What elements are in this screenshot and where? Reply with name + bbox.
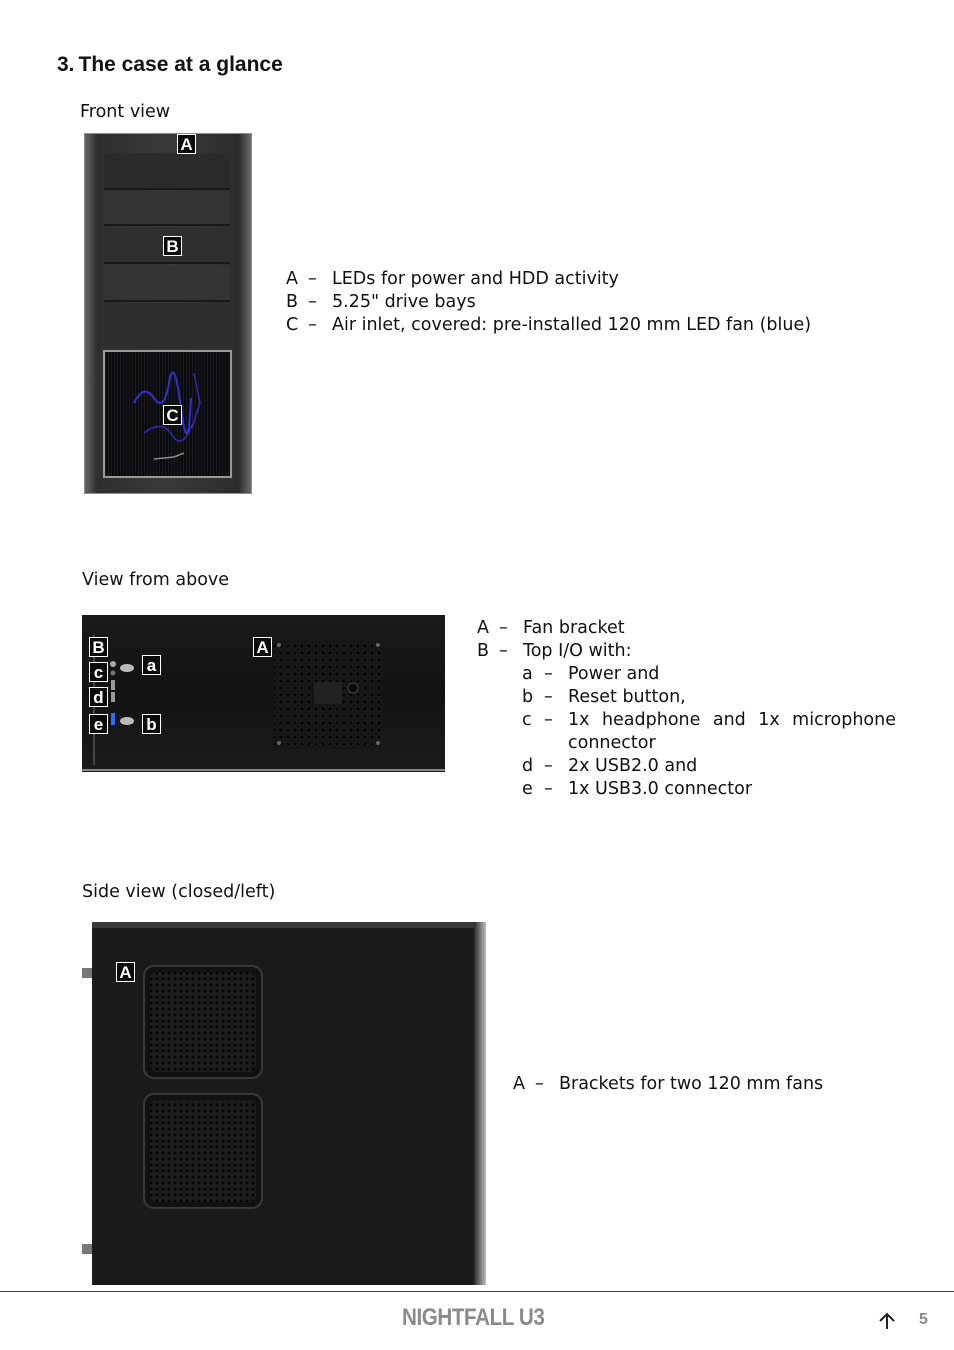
legend-text: LEDs for power and HDD activity: [332, 269, 619, 289]
legend-letter: e: [522, 779, 533, 799]
sub-legend-item: [477, 778, 896, 801]
legend-item: [286, 291, 811, 314]
sub-legend-item: [477, 709, 896, 755]
tag-top-sub-b: b: [142, 714, 161, 734]
legend-dash: –: [544, 756, 553, 776]
legend-dash: –: [535, 1074, 544, 1094]
legend-text-line: 1x headphone and 1x microphone: [568, 710, 896, 730]
legend-dash: –: [499, 618, 508, 638]
section-title: The case at a glance: [78, 53, 283, 76]
tag-top-sub-a: a: [142, 655, 161, 675]
front-view-photo: [84, 133, 252, 494]
tag-top-sub-c: c: [89, 662, 108, 682]
sub-legend-item: [477, 663, 896, 686]
legend-letter: d: [522, 756, 534, 776]
legend-text: [568, 709, 896, 755]
legend-item: [477, 617, 896, 640]
tag-top-sub-d: d: [89, 687, 108, 707]
side-view-legend: [513, 1073, 823, 1096]
top-view-photo: [82, 615, 445, 772]
legend-text: Top I/O with:: [523, 641, 632, 661]
tag-side-a: A: [116, 962, 135, 982]
legend-text: 5.25" drive bays: [332, 292, 476, 312]
tag-top-b: B: [89, 637, 108, 657]
legend-letter: A: [477, 618, 489, 638]
section-number: 3.: [57, 53, 75, 76]
legend-item: [286, 314, 811, 337]
sub-legend-item: [477, 686, 896, 709]
sub-legend-item: [477, 755, 896, 778]
legend-text: 2x USB2.0 and: [568, 756, 698, 776]
legend-letter: A: [286, 269, 298, 289]
top-view-title: View from above: [82, 570, 230, 590]
tag-front-a: A: [177, 134, 196, 154]
legend-letter: B: [477, 641, 490, 661]
arrow-up-icon[interactable]: [877, 1311, 897, 1331]
legend-text: Reset button,: [568, 687, 686, 707]
legend-item: [477, 640, 896, 663]
legend-text: Brackets for two 120 mm fans: [559, 1074, 824, 1094]
legend-letter: c: [522, 710, 532, 730]
legend-dash: –: [308, 269, 317, 289]
front-panel-image: [84, 133, 252, 494]
legend-letter: C: [286, 315, 299, 335]
legend-dash: –: [544, 710, 553, 730]
legend-dash: –: [544, 779, 553, 799]
tag-front-c: C: [163, 405, 182, 425]
legend-letter: a: [522, 664, 533, 684]
legend-letter: A: [513, 1074, 525, 1094]
legend-text: Fan bracket: [523, 618, 625, 638]
side-view-title: Side view (closed/left): [82, 882, 276, 902]
tag-front-b: B: [163, 236, 182, 256]
legend-letter: B: [286, 292, 299, 312]
tag-top-sub-e: e: [89, 714, 108, 734]
legend-dash: –: [308, 292, 317, 312]
page-number: 5: [919, 1311, 928, 1328]
front-view-legend: [286, 268, 811, 337]
front-view-title: Front view: [80, 102, 171, 122]
side-view-photo: [82, 922, 486, 1285]
section-heading: [57, 53, 283, 77]
legend-letter: b: [522, 687, 534, 707]
legend-dash: –: [308, 315, 317, 335]
footer-brand: NIGHTFALL U3: [402, 1304, 545, 1331]
legend-text: Power and: [568, 664, 660, 684]
legend-dash: –: [544, 687, 553, 707]
legend-text-line: connector: [568, 733, 656, 753]
legend-dash: –: [544, 664, 553, 684]
side-panel-image: [82, 922, 486, 1285]
legend-item: [513, 1073, 823, 1096]
legend-dash: –: [499, 641, 508, 661]
footer-divider: [0, 1291, 954, 1292]
legend-text: Air inlet, covered: pre-installed 120 mm LED fan (blue): [332, 315, 812, 335]
top-view-legend: [477, 617, 896, 801]
legend-item: [286, 268, 811, 291]
legend-text: 1x USB3.0 connector: [568, 779, 753, 799]
tag-top-a: A: [253, 637, 272, 657]
